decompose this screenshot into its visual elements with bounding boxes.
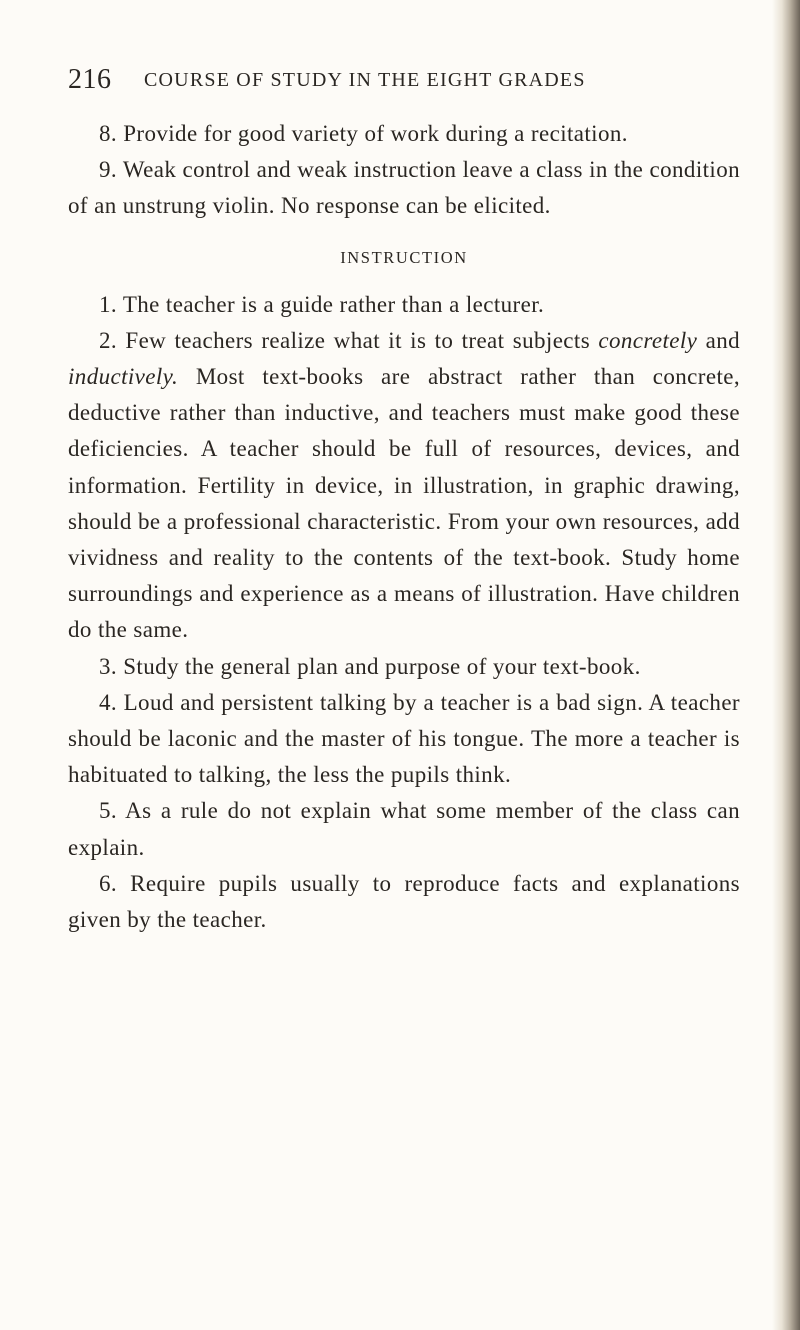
running-head: COURSE OF STUDY IN THE EIGHT GRADES: [144, 69, 586, 91]
item-number: 6.: [99, 870, 118, 896]
page-spine-shadow: [772, 0, 800, 1330]
item-text: Weak control and weak instruction leave a class in the condition of an unstrung violin. No response can be elicited.: [68, 157, 740, 219]
list-item-1: [68, 287, 740, 323]
body-text: [68, 116, 740, 938]
item-text: Loud and persistent talking by a teacher is a bad sign. A teacher should be laconic and the master of his tongue. The more a teacher is habituated to talking, the less the pupils think.: [68, 689, 740, 788]
page-number: 216: [68, 64, 112, 95]
emphasis-inductively: inductively.: [68, 364, 179, 390]
item-text: The teacher is a guide rather than a lecturer.: [122, 291, 545, 317]
page-header: [68, 62, 728, 98]
item-number: 3.: [99, 653, 118, 679]
item-number: 9.: [99, 157, 118, 183]
list-item-2: [68, 323, 740, 649]
section-heading: INSTRUCTION: [340, 247, 468, 267]
item-number: 5.: [99, 798, 118, 824]
list-item-5: [68, 793, 740, 865]
item-number: 2.: [99, 327, 118, 353]
item-text: Provide for good variety of work during a recitation.: [123, 121, 628, 146]
list-item-8: [68, 116, 740, 152]
item-text-lead: Few teachers realize what it is to treat subjects: [125, 327, 591, 353]
item-text: As a rule do not explain what some member of the class can explain.: [68, 798, 740, 860]
list-item-4: [68, 685, 740, 794]
item-number: 1.: [99, 291, 118, 317]
list-item-6: [68, 866, 740, 938]
item-number: 8.: [99, 121, 118, 146]
item-text-rest: Most text-books are abstract rather than concrete, deductive rather than inductive, and teachers must make good these deficiencies. A teacher should be full of resources, devices, and information. Fertility in device, in illustration, in graphic drawing, should be a professional characteristic. From your own resources, add vividness and reality to the contents of the text-book. Study home surroundings and experience as a means of illustration. Have children do the same.: [68, 364, 740, 643]
list-item-3: [68, 649, 740, 685]
item-text: Require pupils usually to reproduce facts and explanations given by the teacher.: [68, 870, 740, 933]
item-text: Study the general plan and purpose of your text-book.: [123, 653, 641, 679]
item-text-join: and: [705, 327, 741, 353]
list-item-9: [68, 152, 740, 224]
emphasis-concretely: concretely: [598, 327, 698, 353]
item-number: 4.: [99, 689, 118, 715]
